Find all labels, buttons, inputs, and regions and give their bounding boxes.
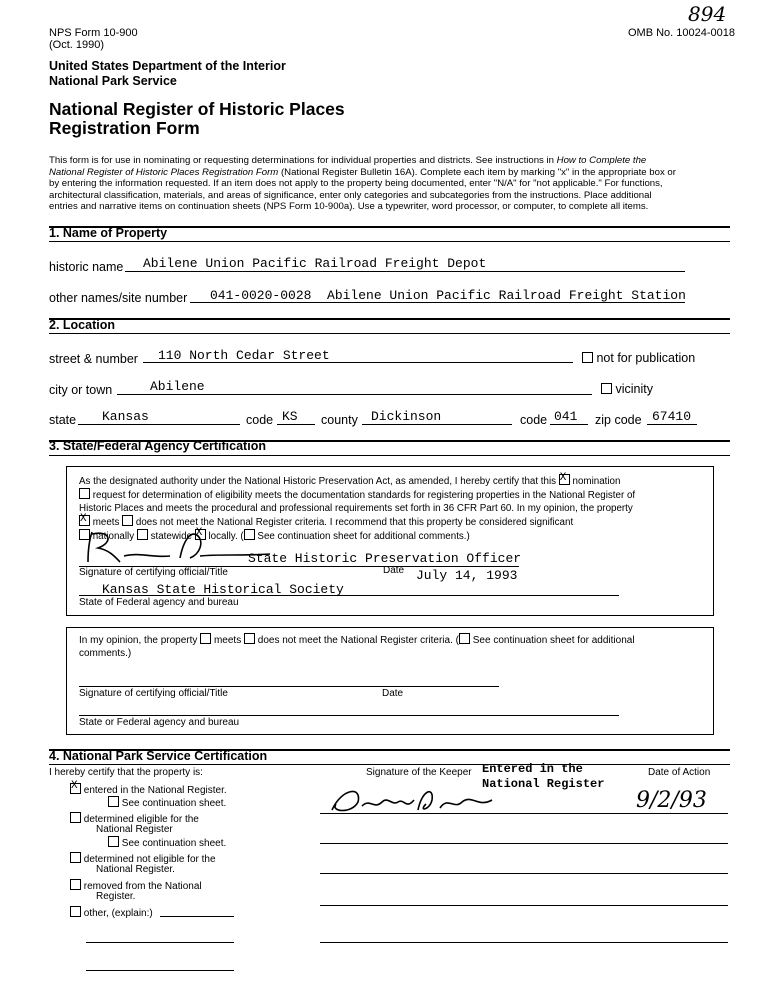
signature-label: Signature of certifying official/Title [79, 567, 228, 578]
state-label: state [49, 413, 77, 427]
vicinity-checkbox[interactable] [601, 383, 612, 394]
other-checkbox[interactable] [70, 906, 81, 917]
state-field[interactable]: Kansas [102, 409, 149, 424]
other-explain-line[interactable] [160, 916, 234, 917]
historic-name-label: historic name [49, 260, 124, 274]
does-not-meet-checkbox[interactable] [122, 515, 133, 526]
option-entered[interactable]: X entered in the National Register. [70, 783, 227, 797]
page-title: National Register of Historic Places [49, 99, 345, 119]
entered-continuation-checkbox[interactable] [108, 796, 119, 807]
keeper-label: Signature of the Keeper [366, 767, 472, 778]
section-2-heading: 2. Location [49, 318, 115, 332]
section-1-underline [49, 241, 730, 242]
city-field[interactable]: Abilene [150, 379, 205, 394]
service-name: National Park Service [49, 74, 177, 88]
official-title-field[interactable]: State Historic Preservation Officer [248, 551, 522, 566]
not-for-publication-checkbox[interactable] [582, 352, 593, 363]
action-date-label: Date of Action [648, 767, 711, 778]
county-label: county [321, 413, 358, 427]
date-label: Date [383, 565, 405, 576]
entered-checkbox[interactable] [70, 783, 81, 794]
not-eligible-checkbox[interactable] [70, 852, 81, 863]
county-code-field[interactable]: 041 [554, 409, 578, 424]
county-field[interactable]: Dickinson [371, 409, 442, 424]
action-date-field[interactable]: 9/2/93 [636, 788, 707, 813]
form-date: (Oct. 1990) [49, 39, 105, 51]
eligible-checkbox[interactable] [70, 812, 81, 823]
section-2-underline [49, 333, 730, 334]
intro-text: This form is for use in nominating or requesting determinations for individual properties and districts. See instructions in How to Complete the National Register of Historic Places Registration Form (National Register Bulletin 16A). Complete each item by marking "x" in the appropriate box or by entering the information requested. If an item does not apply to the property being documented, enter "N/A" for "not applicable." For functions, architectural classification, materials, and areas of significance, enter only categories and subcategories from the instructions. Place additional entries and narrative items on continuation sheets (NPS Form 10-900a). Use a typewriter, word processor, or computer, to complete all items. [49, 155, 676, 212]
page-subtitle: Registration Form [49, 118, 200, 138]
zip-label: zip code [595, 413, 642, 427]
option-not-eligible[interactable]: determined not eligible for the [70, 852, 216, 866]
other-names-label: other names/site number [49, 291, 188, 305]
nomination-checkbox[interactable] [559, 474, 570, 485]
other-names-field[interactable]: 041-0020-0028 Abilene Union Pacific Railroad Freight Station [210, 288, 686, 303]
form-number: NPS Form 10-900 [49, 27, 138, 39]
entered-stamp: Entered in the National Register [482, 762, 605, 791]
opinion-meets-checkbox[interactable] [200, 633, 211, 644]
opinion-signature-label: Signature of certifying official/Title [79, 688, 228, 699]
certification-text: As the designated authority under the National Historic Preservation Act, as amended, I hereby certify that this X nomination request for determination of eligibility meets the documentation standards for registering properties in the National Register of Historic Places and meets the procedural and professional requirements set forth in 36 CFR Part 60. In my opinion, the property X meets does not meet the National Register criteria. I recommend that this property be considered significant nationally statewide X locally. ( See continuation sheet for additional comments.) [79, 474, 709, 543]
option-removed[interactable]: removed from the National [70, 879, 202, 893]
section-2-rule [49, 318, 730, 320]
opinion-agency-label: State or Federal agency and bureau [79, 717, 240, 728]
street-field[interactable]: 110 North Cedar Street [158, 348, 330, 363]
section-3-heading: 3. State/Federal Agency Certification [49, 439, 266, 453]
section-4-underline [49, 764, 730, 765]
opinion-text: In my opinion, the property meets does not meet the National Register criteria. ( See continuation sheet for additional comments.) [79, 635, 635, 659]
handwritten-number: 894 [688, 2, 727, 26]
historic-name-field[interactable]: Abilene Union Pacific Railroad Freight Depot [143, 256, 487, 271]
meets-checkbox[interactable] [79, 515, 90, 526]
city-label: city or town [49, 383, 113, 397]
section-4-heading: 4. National Park Service Certification [49, 749, 268, 763]
section-1-heading: 1. Name of Property [49, 226, 168, 240]
omb-number: OMB No. 10024-0018 [628, 27, 736, 39]
agency-field[interactable]: Kansas State Historical Society [102, 582, 344, 597]
agency-label: State of Federal agency and bureau [79, 597, 239, 608]
zip-field[interactable]: 67410 [652, 409, 692, 424]
keeper-signature [322, 780, 522, 820]
option-other[interactable]: other, (explain:) [70, 906, 153, 920]
request-checkbox[interactable] [79, 488, 90, 499]
opinion-continuation-checkbox[interactable] [459, 633, 470, 644]
certification-date-field[interactable]: July 14, 1993 [416, 568, 518, 583]
opinion-does-not-meet-checkbox[interactable] [244, 633, 255, 644]
section-3-underline [49, 455, 730, 456]
eligible-continuation-checkbox[interactable] [108, 836, 119, 847]
state-code-field[interactable]: KS [282, 409, 298, 424]
certify-label: I hereby certify that the property is: [49, 767, 203, 778]
state-code-label: code [246, 413, 274, 427]
vicinity[interactable]: vicinity [601, 382, 653, 396]
option-eligible[interactable]: determined eligible for the [70, 812, 199, 826]
removed-checkbox[interactable] [70, 879, 81, 890]
department-name: United States Department of the Interior [49, 59, 286, 73]
county-code-label: code [520, 413, 548, 427]
not-for-publication[interactable]: not for publication [582, 351, 695, 365]
opinion-date-label: Date [382, 688, 404, 699]
street-label: street & number [49, 352, 138, 366]
